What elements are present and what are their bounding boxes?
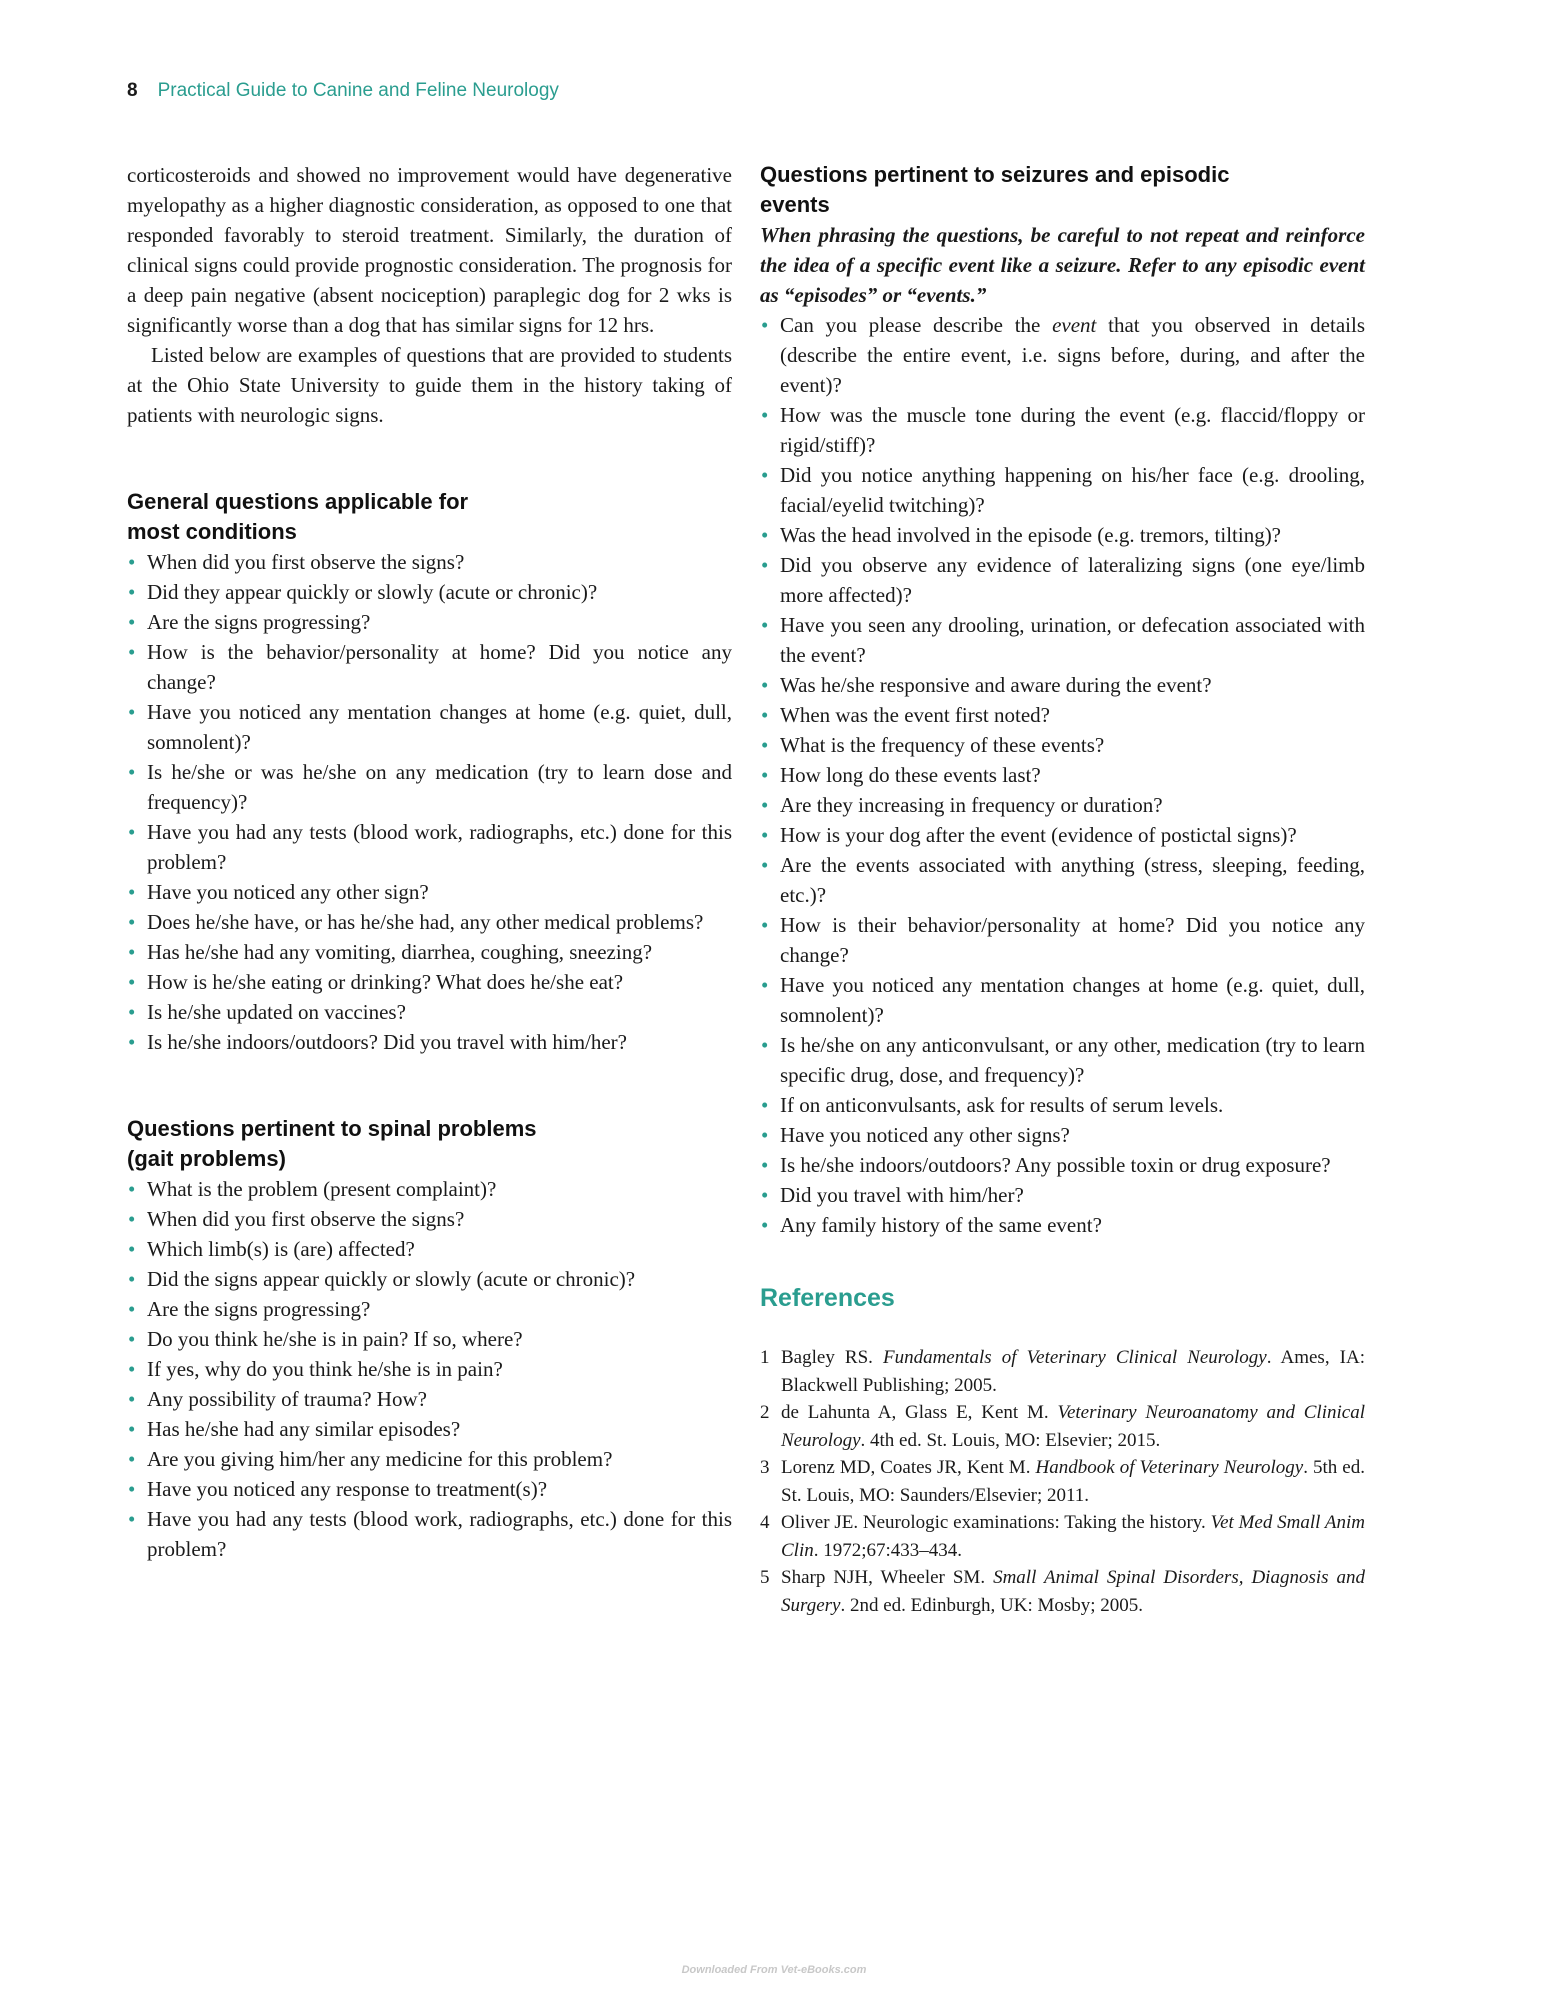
bullet-icon: • bbox=[128, 1387, 136, 1411]
general-questions-heading bbox=[127, 487, 732, 547]
list-item: • Did the signs appear quickly or slowly (acute or chronic)? bbox=[127, 1264, 732, 1294]
list-item: • What is the frequency of these events? bbox=[760, 730, 1365, 760]
bullet-icon: • bbox=[128, 700, 136, 724]
list-item: • Has he/she had any vomiting, diarrhea, coughing, sneezing? bbox=[127, 937, 732, 967]
list-item: • Did you observe any evidence of lateralizing signs (one eye/limb more affected)? bbox=[760, 550, 1365, 610]
bullet-icon: • bbox=[761, 1213, 769, 1237]
bullet-icon: • bbox=[128, 1030, 136, 1054]
seizure-lead-instruction: When phrasing the questions, be careful to not repeat and reinforce the idea of a specific event like a seizure. Refer to any episodic event as “episodes” or “events.” bbox=[760, 223, 1365, 307]
bullet-icon: • bbox=[761, 733, 769, 757]
bullet-icon: • bbox=[128, 940, 136, 964]
bullet-icon: • bbox=[761, 1093, 769, 1117]
bullet-icon: • bbox=[128, 580, 136, 604]
list-item: • Did you travel with him/her? bbox=[760, 1180, 1365, 1210]
heading-line: events bbox=[760, 192, 830, 217]
bullet-icon: • bbox=[128, 910, 136, 934]
list-item: • Are you giving him/her any medicine for this problem? bbox=[127, 1444, 732, 1474]
list-item: • Did you notice anything happening on his/her face (e.g. drooling, facial/eyelid twitching)? bbox=[760, 460, 1365, 520]
seizure-questions-list-cont bbox=[760, 400, 1365, 1240]
seizure-questions-list bbox=[760, 310, 1365, 400]
list-item: • Is he/she or was he/she on any medication (try to learn dose and frequency)? bbox=[127, 757, 732, 817]
spinal-questions-list bbox=[127, 1174, 732, 1564]
heading-line: General questions applicable for bbox=[127, 489, 469, 514]
bullet-icon: • bbox=[761, 853, 769, 877]
general-questions-list bbox=[127, 547, 732, 1057]
references-list bbox=[760, 1344, 1365, 1619]
bullet-icon: • bbox=[761, 523, 769, 547]
heading-line: (gait problems) bbox=[127, 1146, 286, 1171]
list-item: • How long do these events last? bbox=[760, 760, 1365, 790]
book-title: Practical Guide to Canine and Feline Neurology bbox=[157, 80, 559, 101]
references-heading: References bbox=[760, 1284, 895, 1312]
list-item: • Any possibility of trauma? How? bbox=[127, 1384, 732, 1414]
bullet-icon: • bbox=[128, 1507, 136, 1531]
bullet-icon: • bbox=[128, 640, 136, 664]
intro-paragraph-2: Listed below are examples of questions that are provided to students at the Ohio State University to guide them in the history taking of patients with neurologic signs. bbox=[127, 343, 732, 427]
list-item: • Have you had any tests (blood work, radiographs, etc.) done for this problem? bbox=[127, 1504, 732, 1564]
list-item: • Are the signs progressing? bbox=[127, 607, 732, 637]
bullet-icon: • bbox=[128, 1207, 136, 1231]
bullet-icon: • bbox=[128, 1447, 136, 1471]
bullet-icon: • bbox=[761, 793, 769, 817]
list-item: • How is the behavior/personality at home? Did you notice any change? bbox=[127, 637, 732, 697]
bullet-icon: • bbox=[761, 673, 769, 697]
list-item: • Have you noticed any other sign? bbox=[127, 877, 732, 907]
bullet-icon: • bbox=[761, 313, 769, 337]
bullet-icon: • bbox=[761, 1183, 769, 1207]
bullet-icon: • bbox=[128, 1267, 136, 1291]
bullet-icon: • bbox=[761, 403, 769, 427]
left-column bbox=[127, 160, 732, 1564]
heading-line: Questions pertinent to seizures and episodic bbox=[760, 162, 1230, 187]
list-item: • When did you first observe the signs? bbox=[127, 547, 732, 577]
spinal-questions-heading bbox=[127, 1114, 732, 1174]
list-item: • How was the muscle tone during the event (e.g. flaccid/floppy or rigid/stiff)? bbox=[760, 400, 1365, 460]
bullet-icon: • bbox=[761, 613, 769, 637]
list-item: • What is the problem (present complaint)? bbox=[127, 1174, 732, 1204]
running-head bbox=[127, 80, 559, 102]
bullet-icon: • bbox=[761, 553, 769, 577]
list-item: • If on anticonvulsants, ask for results of serum levels. bbox=[760, 1090, 1365, 1120]
list-item: • Did they appear quickly or slowly (acute or chronic)? bbox=[127, 577, 732, 607]
page-number: 8 bbox=[127, 80, 138, 101]
bullet-icon: • bbox=[761, 703, 769, 727]
bullet-icon: • bbox=[761, 463, 769, 487]
reference-item: 2 de Lahunta A, Glass E, Kent M. Veterinary Neuroanatomy and Clinical Neurology. 4th ed. St. Louis, MO: Elsevier; 2015. bbox=[760, 1402, 1365, 1451]
list-item: • Are they increasing in frequency or duration? bbox=[760, 790, 1365, 820]
list-item: • Is he/she indoors/outdoors? Any possible toxin or drug exposure? bbox=[760, 1150, 1365, 1180]
bullet-icon: • bbox=[128, 970, 136, 994]
list-item: • Is he/she indoors/outdoors? Did you travel with him/her? bbox=[127, 1027, 732, 1057]
list-item: • Have you noticed any mentation changes at home (e.g. quiet, dull, somnolent)? bbox=[127, 697, 732, 757]
list-item: • How is their behavior/personality at home? Did you notice any change? bbox=[760, 910, 1365, 970]
intro-paragraph-1: corticosteroids and showed no improvement would have degenerative myelopathy as a higher diagnostic consideration, as opposed to one that responded favorably to steroid treatment. Similarly, the duration of clinical signs could provide prognostic consideration. The prognosis for a deep pain negative (absent nociception) paraplegic dog for 2 wks is significantly worse than a dog that has similar signs for 12 hrs. bbox=[127, 163, 732, 337]
bullet-icon: • bbox=[128, 610, 136, 634]
bullet-icon: • bbox=[128, 1297, 136, 1321]
list-item: • If yes, why do you think he/she is in pain? bbox=[127, 1354, 732, 1384]
right-column bbox=[760, 160, 1365, 1619]
bullet-icon: • bbox=[128, 880, 136, 904]
bullet-icon: • bbox=[128, 1327, 136, 1351]
list-item: • Can you please describe the event that you observed in details (describe the entire event, i.e. signs before, during, and after the event)? bbox=[760, 310, 1365, 400]
bullet-icon: • bbox=[128, 1177, 136, 1201]
bullet-icon: • bbox=[128, 1237, 136, 1261]
bullet-icon: • bbox=[128, 1000, 136, 1024]
list-item: • When was the event first noted? bbox=[760, 700, 1365, 730]
bullet-icon: • bbox=[128, 1477, 136, 1501]
list-item: • Have you noticed any mentation changes at home (e.g. quiet, dull, somnolent)? bbox=[760, 970, 1365, 1030]
reference-item: 5 Sharp NJH, Wheeler SM. Small Animal Spinal Disorders, Diagnosis and Surgery. 2nd ed. Edinburgh, UK: Mosby; 2005. bbox=[760, 1567, 1366, 1616]
bullet-icon: • bbox=[128, 1357, 136, 1381]
list-item: • Is he/she updated on vaccines? bbox=[127, 997, 732, 1027]
bullet-icon: • bbox=[128, 550, 136, 574]
reference-item: 4 Oliver JE. Neurologic examinations: Taking the history. Vet Med Small Anim Clin. 1972;67:433–434. bbox=[760, 1512, 1365, 1561]
list-item: • Have you had any tests (blood work, radiographs, etc.) done for this problem? bbox=[127, 817, 732, 877]
bullet-icon: • bbox=[761, 973, 769, 997]
bullet-icon: • bbox=[761, 823, 769, 847]
bullet-icon: • bbox=[761, 763, 769, 787]
list-item: • Have you seen any drooling, urination, or defecation associated with the event? bbox=[760, 610, 1365, 670]
bullet-icon: • bbox=[128, 820, 136, 844]
list-item: • Was he/she responsive and aware during the event? bbox=[760, 670, 1365, 700]
bullet-icon: • bbox=[761, 913, 769, 937]
bullet-icon: • bbox=[761, 1033, 769, 1057]
list-item: • Are the signs progressing? bbox=[127, 1294, 732, 1324]
list-item: • Was the head involved in the episode (e.g. tremors, tilting)? bbox=[760, 520, 1365, 550]
list-item: • Have you noticed any response to treatment(s)? bbox=[127, 1474, 732, 1504]
list-item: • Is he/she on any anticonvulsant, or any other, medication (try to learn specific drug, dose, and frequency)? bbox=[760, 1030, 1365, 1090]
list-item: • How is your dog after the event (evidence of postictal signs)? bbox=[760, 820, 1365, 850]
reference-item: 3 Lorenz MD, Coates JR, Kent M. Handbook of Veterinary Neurology. 5th ed. St. Louis, MO: Saunders/Elsevier; 2011. bbox=[760, 1457, 1365, 1506]
list-item: • Are the events associated with anything (stress, sleeping, feeding, etc.)? bbox=[760, 850, 1365, 910]
list-item: • Does he/she have, or has he/she had, any other medical problems? bbox=[127, 907, 732, 937]
reference-item: 1 Bagley RS. Fundamentals of Veterinary Clinical Neurology. Ames, IA: Blackwell Publishing; 2005. bbox=[760, 1347, 1365, 1396]
bullet-icon: • bbox=[128, 1417, 136, 1441]
list-item: • When did you first observe the signs? bbox=[127, 1204, 732, 1234]
bullet-icon: • bbox=[761, 1153, 769, 1177]
list-item: • Which limb(s) is (are) affected? bbox=[127, 1234, 732, 1264]
list-item: • Has he/she had any similar episodes? bbox=[127, 1414, 732, 1444]
list-item: • Have you noticed any other signs? bbox=[760, 1120, 1365, 1150]
list-item: • Any family history of the same event? bbox=[760, 1210, 1365, 1240]
bullet-icon: • bbox=[761, 1123, 769, 1147]
watermark: Downloaded From Vet-eBooks.com bbox=[681, 1964, 867, 1976]
list-item: • Do you think he/she is in pain? If so, where? bbox=[127, 1324, 732, 1354]
heading-line: Questions pertinent to spinal problems bbox=[127, 1116, 537, 1141]
list-item: • How is he/she eating or drinking? What does he/she eat? bbox=[127, 967, 732, 997]
seizure-questions-heading bbox=[760, 160, 1365, 220]
heading-line: most conditions bbox=[127, 519, 297, 544]
bullet-icon: • bbox=[128, 760, 136, 784]
